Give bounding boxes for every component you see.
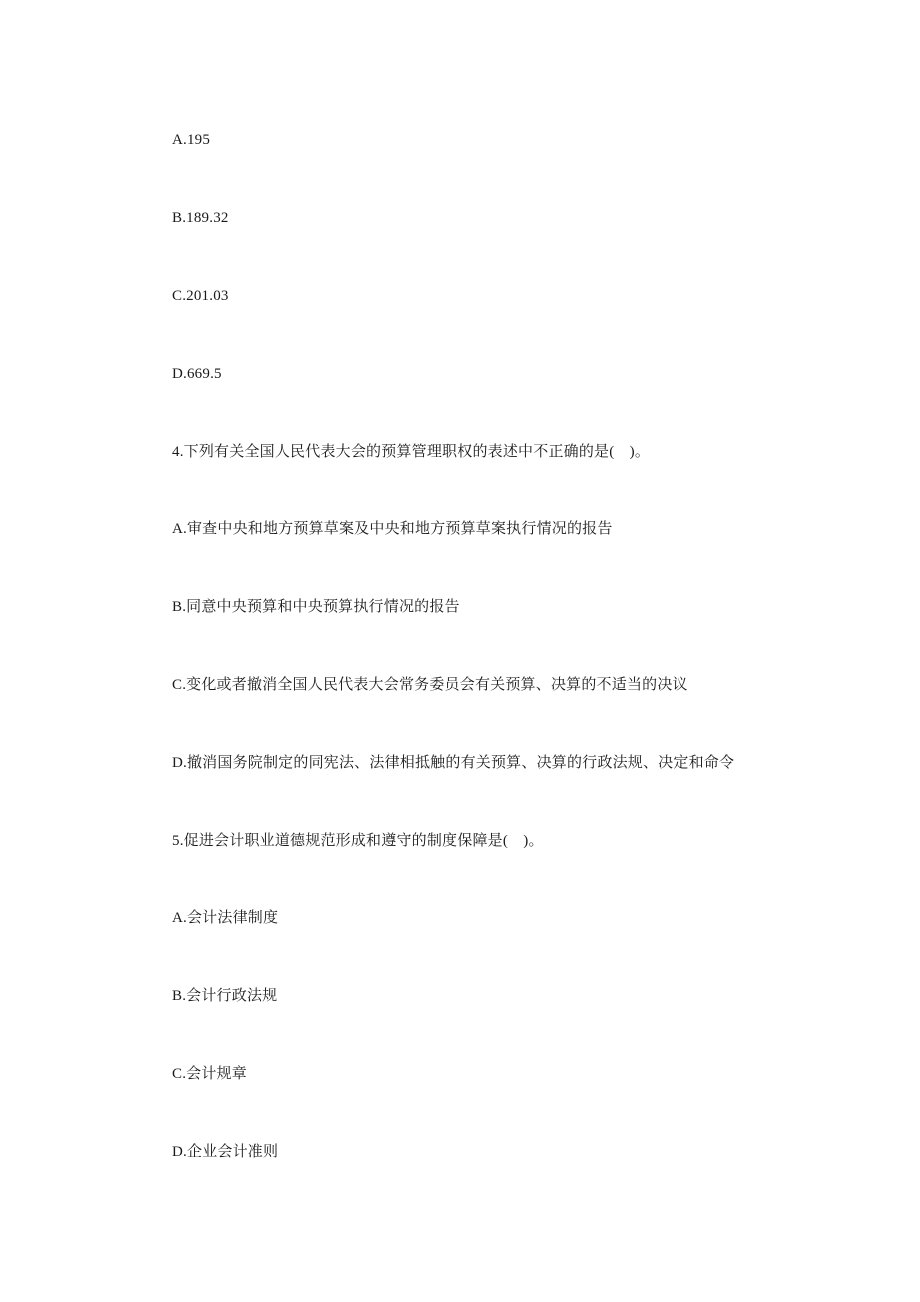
q5-option-c: C.会计规章 [172, 1066, 247, 1082]
q3-option-c: C.201.03 [172, 288, 229, 304]
q4-option-c: C.变化或者撤消全国人民代表大会常务委员会有关预算、决算的不适当的决议 [172, 677, 688, 693]
q4-option-b: B.同意中央预算和中央预算执行情况的报告 [172, 599, 460, 615]
q3-option-a: A.195 [172, 132, 211, 148]
q3-option-d: D.669.5 [172, 366, 222, 382]
q4-stem: 4.下列有关全国人民代表大会的预算管理职权的表述中不正确的是( )。 [172, 444, 651, 460]
q5-option-a: A.会计法律制度 [172, 910, 279, 926]
q5-option-b: B.会计行政法规 [172, 988, 278, 1004]
q5-stem: 5.促进会计职业道德规范形成和遵守的制度保障是( )。 [172, 833, 544, 849]
q3-option-b: B.189.32 [172, 210, 229, 226]
q4-option-a: A.审查中央和地方预算草案及中央和地方预算草案执行情况的报告 [172, 521, 613, 537]
q5-option-d: D.企业会计准则 [172, 1144, 279, 1160]
q4-option-d: D.撤消国务院制定的同宪法、法律相抵触的有关预算、决算的行政法规、决定和命令 [172, 755, 735, 771]
